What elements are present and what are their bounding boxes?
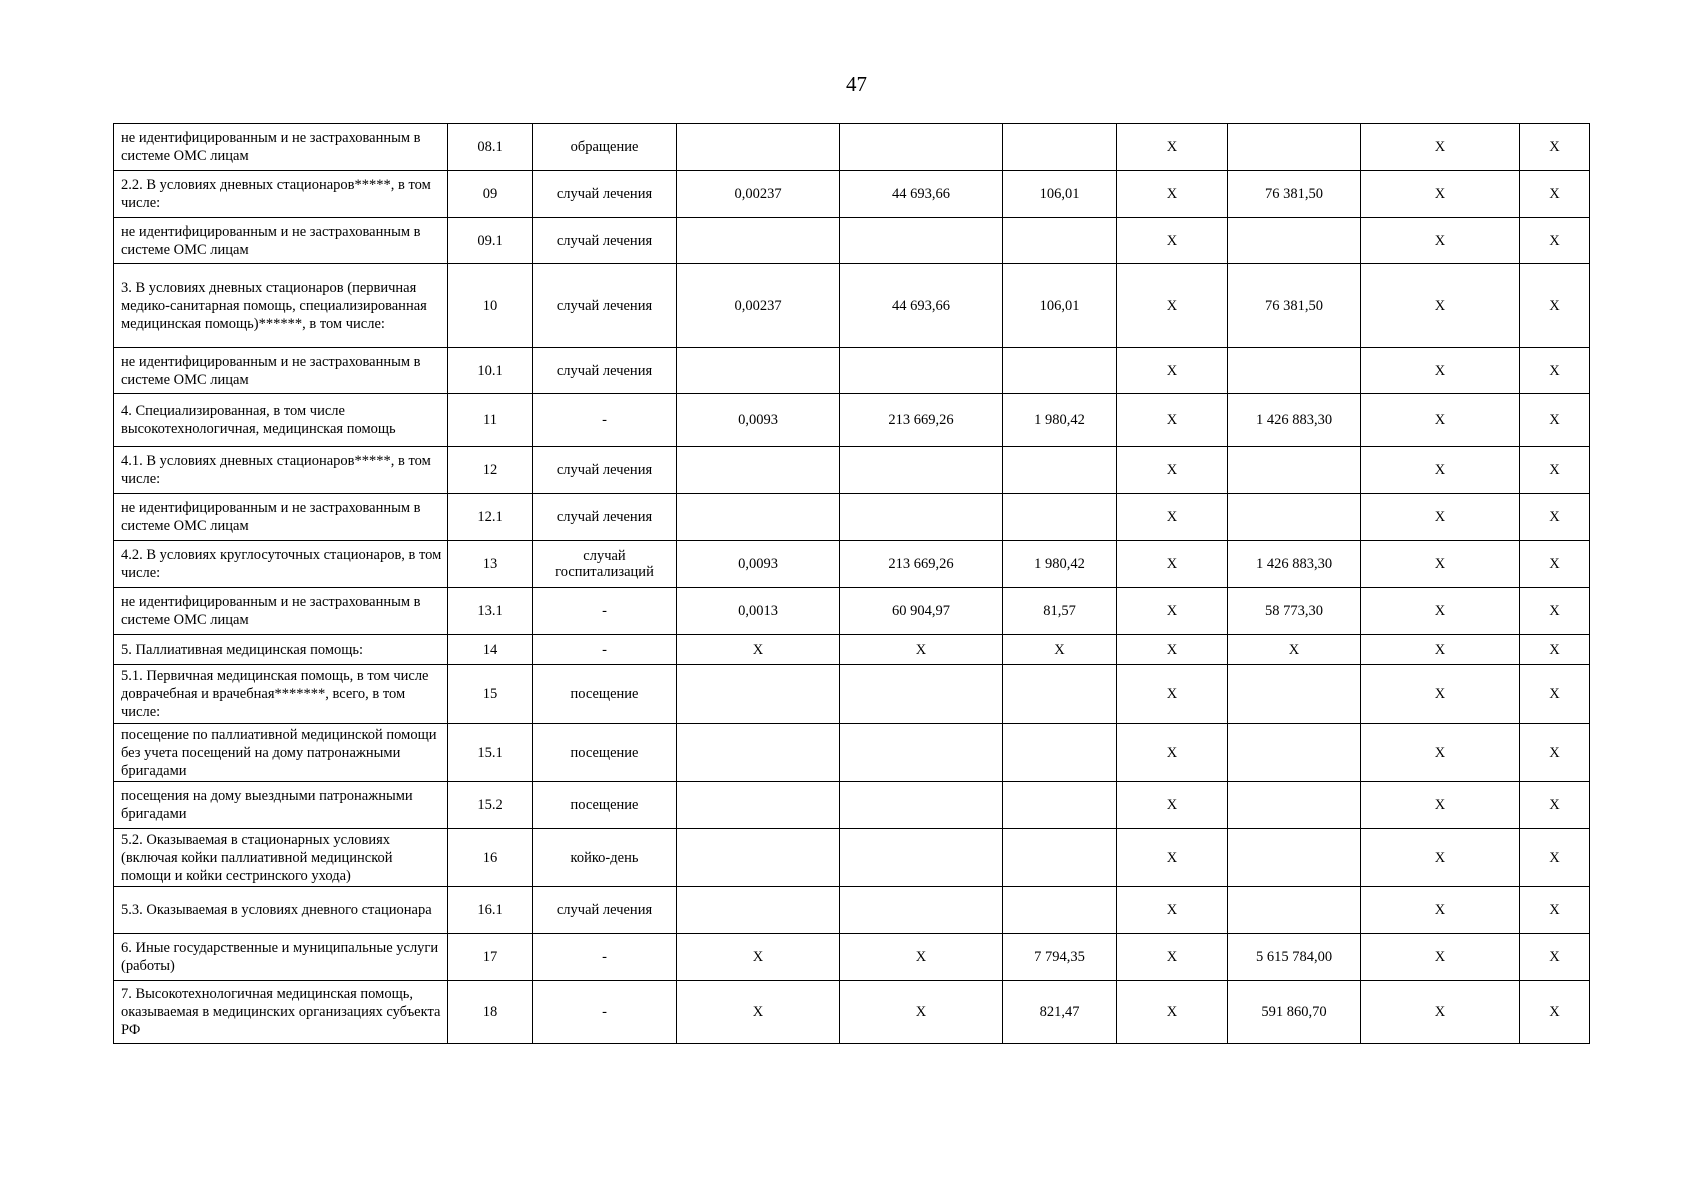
- share-cell: X: [1520, 124, 1590, 171]
- per-capita-oms-cell: X: [1117, 829, 1228, 887]
- cost-per-unit-cell: [840, 348, 1003, 394]
- cost-per-unit-cell: 213 669,26: [840, 541, 1003, 588]
- table-row: [114, 447, 1590, 494]
- volume-norm-cell: [677, 665, 840, 724]
- name-cell: не идентифицированным и не застрахованным в системе ОМС лицам: [114, 588, 448, 635]
- share-cell: X: [1520, 635, 1590, 665]
- code-cell: 14: [448, 635, 533, 665]
- per-capita-cell: [1003, 447, 1117, 494]
- name-cell: не идентифицированным и не застрахованным в системе ОМС лицам: [114, 124, 448, 171]
- table-row: [114, 171, 1590, 218]
- code-cell: 09.1: [448, 218, 533, 264]
- per-capita-oms-cell: X: [1117, 934, 1228, 981]
- per-capita-cell: [1003, 494, 1117, 541]
- cost-cell: [1228, 724, 1361, 782]
- cost-cell: [1228, 887, 1361, 934]
- share-cell: X: [1520, 588, 1590, 635]
- table-row: [114, 635, 1590, 665]
- per-capita-oms-cell: X: [1117, 981, 1228, 1044]
- code-cell: 18: [448, 981, 533, 1044]
- cost-cell: 1 426 883,30: [1228, 394, 1361, 447]
- table-row: [114, 665, 1590, 724]
- cost-oms-cell: X: [1361, 264, 1520, 348]
- table-row: [114, 494, 1590, 541]
- table-row: [114, 724, 1590, 782]
- name-cell: 6. Иные государственные и муниципальные услуги (работы): [114, 934, 448, 981]
- code-cell: 11: [448, 394, 533, 447]
- unit-cell: -: [533, 981, 677, 1044]
- table-row: [114, 934, 1590, 981]
- cost-oms-cell: X: [1361, 588, 1520, 635]
- cost-cell: [1228, 348, 1361, 394]
- per-capita-cell: 81,57: [1003, 588, 1117, 635]
- unit-cell: случай лечения: [533, 494, 677, 541]
- per-capita-oms-cell: X: [1117, 171, 1228, 218]
- data-table: [113, 123, 1590, 1044]
- per-capita-oms-cell: X: [1117, 264, 1228, 348]
- name-cell: 4.1. В условиях дневных стационаров*****, в том числе:: [114, 447, 448, 494]
- name-cell: 5.1. Первичная медицинская помощь, в том числе доврачебная и врачебная*******, всего, в том числе:: [114, 665, 448, 724]
- cost-per-unit-cell: [840, 665, 1003, 724]
- per-capita-oms-cell: X: [1117, 782, 1228, 829]
- name-cell: 5.2. Оказываемая в стационарных условиях (включая койки паллиативной медицинской помощи и койки сестринского ухода): [114, 829, 448, 887]
- cost-oms-cell: X: [1361, 494, 1520, 541]
- per-capita-oms-cell: X: [1117, 394, 1228, 447]
- unit-cell: койко-день: [533, 829, 677, 887]
- code-cell: 12.1: [448, 494, 533, 541]
- cost-oms-cell: X: [1361, 665, 1520, 724]
- share-cell: X: [1520, 541, 1590, 588]
- cost-per-unit-cell: X: [840, 635, 1003, 665]
- unit-cell: посещение: [533, 782, 677, 829]
- code-cell: 16: [448, 829, 533, 887]
- cost-oms-cell: X: [1361, 981, 1520, 1044]
- code-cell: 08.1: [448, 124, 533, 171]
- volume-norm-cell: 0,0013: [677, 588, 840, 635]
- code-cell: 15.1: [448, 724, 533, 782]
- unit-cell: посещение: [533, 665, 677, 724]
- share-cell: X: [1520, 782, 1590, 829]
- cost-oms-cell: X: [1361, 124, 1520, 171]
- name-cell: не идентифицированным и не застрахованным в системе ОМС лицам: [114, 494, 448, 541]
- name-cell: 5.3. Оказываемая в условиях дневного стационара: [114, 887, 448, 934]
- code-cell: 13.1: [448, 588, 533, 635]
- per-capita-oms-cell: X: [1117, 635, 1228, 665]
- cost-per-unit-cell: 44 693,66: [840, 264, 1003, 348]
- cost-oms-cell: X: [1361, 171, 1520, 218]
- per-capita-oms-cell: X: [1117, 494, 1228, 541]
- per-capita-cell: [1003, 665, 1117, 724]
- cost-cell: [1228, 829, 1361, 887]
- cost-oms-cell: X: [1361, 541, 1520, 588]
- name-cell: 5. Паллиативная медицинская помощь:: [114, 635, 448, 665]
- code-cell: 10: [448, 264, 533, 348]
- share-cell: X: [1520, 829, 1590, 887]
- cost-oms-cell: X: [1361, 218, 1520, 264]
- cost-oms-cell: X: [1361, 782, 1520, 829]
- cost-oms-cell: X: [1361, 394, 1520, 447]
- table-row: [114, 348, 1590, 394]
- share-cell: X: [1520, 724, 1590, 782]
- per-capita-cell: [1003, 887, 1117, 934]
- cost-cell: [1228, 124, 1361, 171]
- cost-per-unit-cell: [840, 782, 1003, 829]
- table-row: [114, 541, 1590, 588]
- per-capita-oms-cell: X: [1117, 887, 1228, 934]
- cost-per-unit-cell: [840, 124, 1003, 171]
- unit-cell: обращение: [533, 124, 677, 171]
- table-row: [114, 124, 1590, 171]
- code-cell: 15.2: [448, 782, 533, 829]
- unit-cell: случай лечения: [533, 447, 677, 494]
- cost-cell: 76 381,50: [1228, 171, 1361, 218]
- cost-oms-cell: X: [1361, 887, 1520, 934]
- cost-per-unit-cell: [840, 218, 1003, 264]
- page-number: 47: [846, 72, 867, 96]
- unit-cell: случай лечения: [533, 218, 677, 264]
- cost-oms-cell: X: [1361, 447, 1520, 494]
- per-capita-cell: [1003, 218, 1117, 264]
- cost-oms-cell: X: [1361, 934, 1520, 981]
- volume-norm-cell: [677, 348, 840, 394]
- share-cell: X: [1520, 665, 1590, 724]
- unit-cell: случай госпитализаций: [533, 541, 677, 588]
- per-capita-oms-cell: X: [1117, 124, 1228, 171]
- table-row: [114, 264, 1590, 348]
- cost-per-unit-cell: X: [840, 981, 1003, 1044]
- cost-oms-cell: X: [1361, 635, 1520, 665]
- cost-cell: X: [1228, 635, 1361, 665]
- cost-per-unit-cell: 44 693,66: [840, 171, 1003, 218]
- volume-norm-cell: [677, 124, 840, 171]
- cost-per-unit-cell: [840, 829, 1003, 887]
- cost-oms-cell: X: [1361, 724, 1520, 782]
- per-capita-cell: [1003, 782, 1117, 829]
- cost-cell: 591 860,70: [1228, 981, 1361, 1044]
- per-capita-cell: [1003, 348, 1117, 394]
- per-capita-cell: 7 794,35: [1003, 934, 1117, 981]
- table-row: [114, 394, 1590, 447]
- per-capita-oms-cell: X: [1117, 665, 1228, 724]
- per-capita-oms-cell: X: [1117, 348, 1228, 394]
- share-cell: X: [1520, 348, 1590, 394]
- cost-cell: [1228, 218, 1361, 264]
- cost-cell: 1 426 883,30: [1228, 541, 1361, 588]
- per-capita-cell: 1 980,42: [1003, 394, 1117, 447]
- code-cell: 16.1: [448, 887, 533, 934]
- table-row: [114, 887, 1590, 934]
- cost-cell: 58 773,30: [1228, 588, 1361, 635]
- volume-norm-cell: X: [677, 934, 840, 981]
- cost-per-unit-cell: X: [840, 934, 1003, 981]
- per-capita-cell: 106,01: [1003, 264, 1117, 348]
- volume-norm-cell: [677, 218, 840, 264]
- unit-cell: случай лечения: [533, 171, 677, 218]
- per-capita-cell: [1003, 124, 1117, 171]
- cost-per-unit-cell: 213 669,26: [840, 394, 1003, 447]
- name-cell: не идентифицированным и не застрахованным в системе ОМС лицам: [114, 348, 448, 394]
- volume-norm-cell: 0,00237: [677, 264, 840, 348]
- share-cell: X: [1520, 887, 1590, 934]
- per-capita-cell: 1 980,42: [1003, 541, 1117, 588]
- share-cell: X: [1520, 171, 1590, 218]
- code-cell: 09: [448, 171, 533, 218]
- per-capita-oms-cell: X: [1117, 724, 1228, 782]
- code-cell: 15: [448, 665, 533, 724]
- cost-per-unit-cell: 60 904,97: [840, 588, 1003, 635]
- volume-norm-cell: [677, 887, 840, 934]
- volume-norm-cell: [677, 724, 840, 782]
- cost-cell: 76 381,50: [1228, 264, 1361, 348]
- volume-norm-cell: [677, 494, 840, 541]
- share-cell: X: [1520, 494, 1590, 541]
- table-row: [114, 829, 1590, 887]
- share-cell: X: [1520, 264, 1590, 348]
- cost-per-unit-cell: [840, 887, 1003, 934]
- cost-per-unit-cell: [840, 494, 1003, 541]
- cost-oms-cell: X: [1361, 829, 1520, 887]
- unit-cell: -: [533, 934, 677, 981]
- volume-norm-cell: [677, 782, 840, 829]
- name-cell: 3. В условиях дневных стационаров (первичная медико-санитарная помощь, специализированная медицинская помощь)******, в том числе:: [114, 264, 448, 348]
- per-capita-cell: X: [1003, 635, 1117, 665]
- share-cell: X: [1520, 218, 1590, 264]
- table-row: [114, 981, 1590, 1044]
- unit-cell: случай лечения: [533, 348, 677, 394]
- cost-per-unit-cell: [840, 447, 1003, 494]
- volume-norm-cell: [677, 829, 840, 887]
- code-cell: 13: [448, 541, 533, 588]
- per-capita-cell: 821,47: [1003, 981, 1117, 1044]
- code-cell: 17: [448, 934, 533, 981]
- cost-per-unit-cell: [840, 724, 1003, 782]
- volume-norm-cell: 0,0093: [677, 394, 840, 447]
- cost-cell: [1228, 782, 1361, 829]
- unit-cell: -: [533, 394, 677, 447]
- name-cell: посещение по паллиативной медицинской помощи без учета посещений на дому патронажными бригадами: [114, 724, 448, 782]
- volume-norm-cell: 0,00237: [677, 171, 840, 218]
- table-row: [114, 782, 1590, 829]
- per-capita-cell: 106,01: [1003, 171, 1117, 218]
- unit-cell: случай лечения: [533, 887, 677, 934]
- volume-norm-cell: X: [677, 635, 840, 665]
- per-capita-cell: [1003, 829, 1117, 887]
- per-capita-cell: [1003, 724, 1117, 782]
- volume-norm-cell: 0,0093: [677, 541, 840, 588]
- cost-cell: [1228, 494, 1361, 541]
- volume-norm-cell: [677, 447, 840, 494]
- cost-oms-cell: X: [1361, 348, 1520, 394]
- cost-cell: 5 615 784,00: [1228, 934, 1361, 981]
- table-row: [114, 218, 1590, 264]
- name-cell: 7. Высокотехнологичная медицинская помощь, оказываемая в медицинских организациях субъекта РФ: [114, 981, 448, 1044]
- share-cell: X: [1520, 981, 1590, 1044]
- share-cell: X: [1520, 447, 1590, 494]
- unit-cell: -: [533, 588, 677, 635]
- volume-norm-cell: X: [677, 981, 840, 1044]
- code-cell: 10.1: [448, 348, 533, 394]
- table-row: [114, 588, 1590, 635]
- share-cell: X: [1520, 934, 1590, 981]
- name-cell: посещения на дому выездными патронажными бригадами: [114, 782, 448, 829]
- share-cell: X: [1520, 394, 1590, 447]
- unit-cell: посещение: [533, 724, 677, 782]
- name-cell: 2.2. В условиях дневных стационаров*****, в том числе:: [114, 171, 448, 218]
- cost-cell: [1228, 447, 1361, 494]
- per-capita-oms-cell: X: [1117, 447, 1228, 494]
- name-cell: не идентифицированным и не застрахованным в системе ОМС лицам: [114, 218, 448, 264]
- name-cell: 4.2. В условиях круглосуточных стационаров, в том числе:: [114, 541, 448, 588]
- per-capita-oms-cell: X: [1117, 218, 1228, 264]
- per-capita-oms-cell: X: [1117, 541, 1228, 588]
- unit-cell: -: [533, 635, 677, 665]
- unit-cell: случай лечения: [533, 264, 677, 348]
- name-cell: 4. Специализированная, в том числе высокотехнологичная, медицинская помощь: [114, 394, 448, 447]
- code-cell: 12: [448, 447, 533, 494]
- cost-cell: [1228, 665, 1361, 724]
- per-capita-oms-cell: X: [1117, 588, 1228, 635]
